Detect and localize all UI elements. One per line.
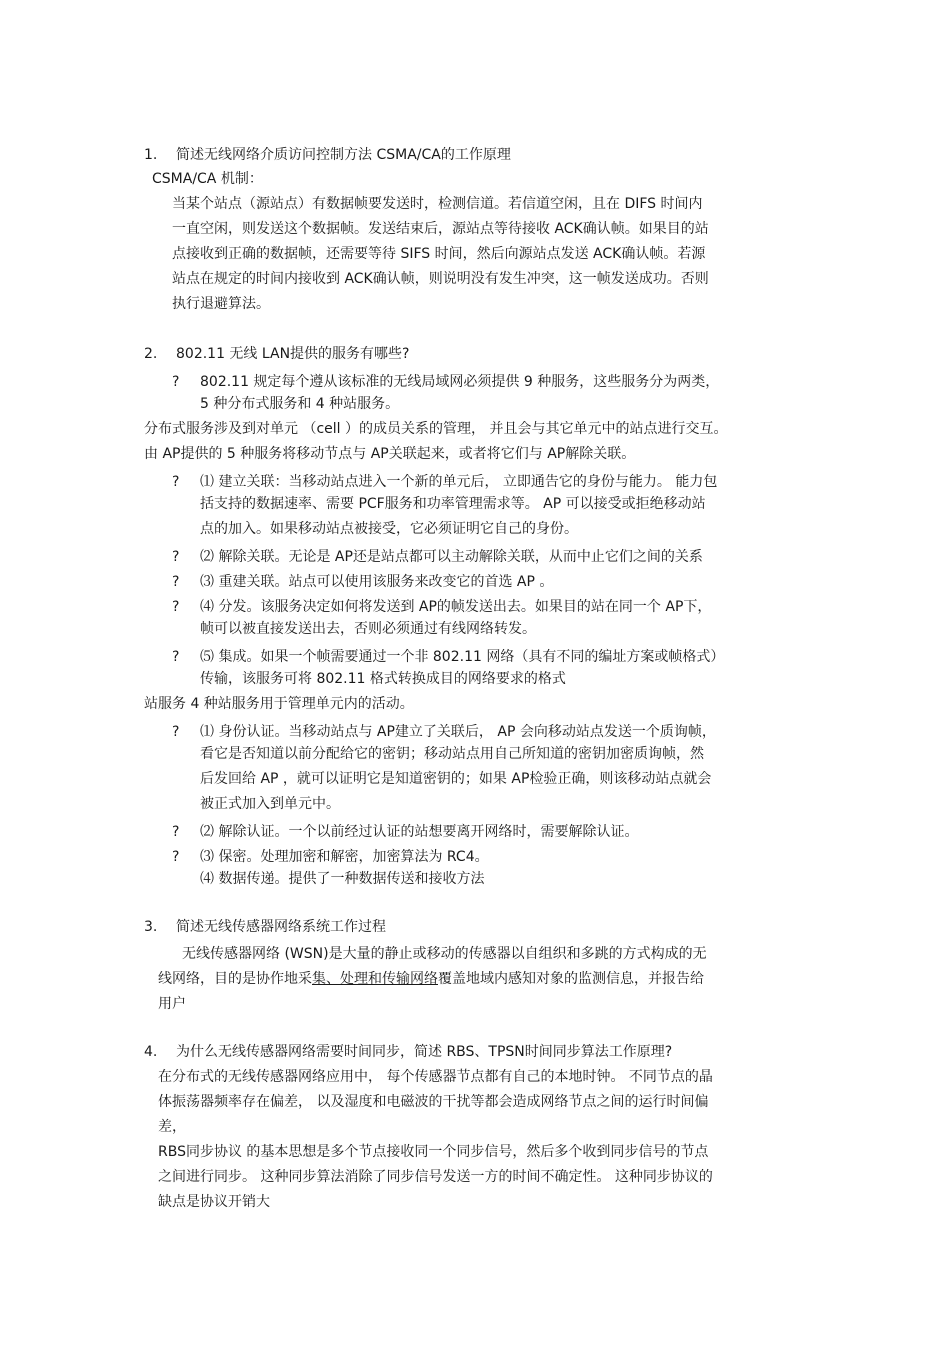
section-2-line: ⑵ 解除关联。无论是 AP还是站点都可以主动解除关联，从而中止它们之间的关系 xyxy=(200,549,703,565)
section-2-line: ⑶ 保密。处理加密和解密，加密算法为 RC4。 xyxy=(200,849,489,865)
bullet-marker: ? xyxy=(172,574,180,590)
section-2-line: 传输，该服务可将 802.11 格式转换成目的网络要求的格式 xyxy=(200,671,566,687)
bullet-marker: ? xyxy=(172,824,180,840)
section-2-line: 被正式加入到单元中。 xyxy=(200,796,340,812)
section-4-line: 体振荡器频率存在偏差， 以及湿度和电磁波的干扰等都会造成网络节点之间的运行时间偏 xyxy=(158,1094,709,1110)
section-2-line: ⑵ 解除认证。一个以前经过认证的站想要离开网络时，需要解除认证。 xyxy=(200,824,639,840)
bullet-marker: ? xyxy=(172,724,180,740)
section-4-title: 为什么无线传感器网络需要时间同步，简述 RBS、TPSN时间同步算法工作原理? xyxy=(176,1044,673,1060)
section-4-number: 4. xyxy=(144,1044,158,1060)
section-2-line: ⑷ 数据传递。提供了一种数据传送和接收方法 xyxy=(200,871,485,887)
section-4-line: 缺点是协议开销大 xyxy=(158,1194,270,1210)
section-3-title: 简述无线传感器网络系统工作过程 xyxy=(176,919,386,935)
section-2-line: 看它是否知道以前分配给它的密钥；移动站点用自己所知道的密钥加密质询帧，然 xyxy=(200,746,704,762)
section-2-line: ⑴ 建立关联：当移动站点进入一个新的单元后， 立即通告它的身份与能力。 能力包 xyxy=(200,474,718,490)
section-2-line: 由 AP提供的 5 种服务将移动节点与 AP关联起来，或者将它们与 AP解除关联。 xyxy=(144,446,636,462)
section-3-line: 无线传感器网络 (WSN)是大量的静止或移动的传感器以自组织和多跳的方式构成的无 xyxy=(182,946,707,962)
section-3-number: 3. xyxy=(144,919,158,935)
section-2-line: 5 种分布式服务和 4 种站服务。 xyxy=(200,396,400,412)
bullet-marker: ? xyxy=(172,374,180,390)
section-4-line: 之间进行同步。 这种同步算法消除了同步信号发送一方的时间不确定性。 这种同步协议的 xyxy=(158,1169,713,1185)
bullet-marker: ? xyxy=(172,849,180,865)
bullet-marker: ? xyxy=(172,474,180,490)
section-2-line: 括支持的数据速率、需要 PCF服务和功率管理需求等。 AP 可以接受或拒绝移动站 xyxy=(200,496,706,512)
section-2-number: 2. xyxy=(144,346,158,362)
section-2-line: 帧可以被直接发送出去，否则必须通过有线网络转发。 xyxy=(200,621,536,637)
section-2-line: 后发回给 AP ，就可以证明它是知道密钥的；如果 AP检验正确，则该移动站点就会 xyxy=(200,771,712,787)
section-2-line: ⑸ 集成。如果一个帧需要通过一个非 802.11 网络（具有不同的编址方案或帧格式） xyxy=(200,649,725,665)
section-1-line: CSMA/CA 机制： xyxy=(152,171,263,187)
section-1-line: 站点在规定的时间内接收到 ACK确认帧，则说明没有发生冲突，这一帧发送成功。否则 xyxy=(172,271,709,287)
section-1-line: 当某个站点（源站点）有数据帧要发送时，检测信道。若信道空闲，且在 DIFS 时间内 xyxy=(172,196,703,212)
section-1-line: 一直空闲，则发送这个数据帧。发送结束后，源站点等待接收 ACK确认帧。如果目的站 xyxy=(172,221,709,237)
section-3-text: 覆盖地域内感知对象的监测信息，并报告给 xyxy=(438,971,704,987)
section-1-number: 1. xyxy=(144,147,158,163)
section-2-line: 点的加入。如果移动站点被接受，它必须证明它自己的身份。 xyxy=(200,521,578,537)
section-3-text: 线网络，目的是协作地采 xyxy=(158,971,312,987)
bullet-marker: ? xyxy=(172,549,180,565)
section-2-line: ⑴ 身份认证。当移动站点与 AP建立了关联后， AP 会向移动站点发送一个质询帧， xyxy=(200,724,716,740)
section-3-line: 用户 xyxy=(158,996,186,1012)
section-4-line: 在分布式的无线传感器网络应用中， 每个传感器节点都有自己的本地时钟。 不同节点的晶 xyxy=(158,1069,713,1085)
section-2-line: ⑶ 重建关联。站点可以使用该服务来改变它的首选 AP 。 xyxy=(200,574,554,590)
bullet-marker: ? xyxy=(172,599,180,615)
section-1-line: 执行退避算法。 xyxy=(172,296,270,312)
section-2-line: 802.11 规定每个遵从该标准的无线局域网必须提供 9 种服务，这些服务分为两类， xyxy=(200,374,720,390)
section-3-line-group xyxy=(158,970,704,988)
section-3-underlined-text: 集、处理和传输网络 xyxy=(312,971,438,987)
section-2-line: ⑷ 分发。该服务决定如何将发送到 AP的帧发送出去。如果目的站在同一个 AP下， xyxy=(200,599,712,615)
section-1-title: 简述无线网络介质访问控制方法 CSMA/CA的工作原理 xyxy=(176,147,511,163)
bullet-marker: ? xyxy=(172,649,180,665)
section-2-line: 站服务 4 种站服务用于管理单元内的活动。 xyxy=(144,696,414,712)
section-2-title: 802.11 无线 LAN提供的服务有哪些? xyxy=(176,346,410,362)
section-4-line: RBS同步协议 的基本思想是多个节点接收同一个同步信号，然后多个收到同步信号的节点 xyxy=(158,1144,709,1160)
section-2-line: 分布式服务涉及到对单元 （cell ）的成员关系的管理， 并且会与其它单元中的站点进行交互。 xyxy=(144,421,728,437)
section-4-line: 差， xyxy=(158,1119,186,1135)
section-1-line: 点接收到正确的数据帧，还需要等待 SIFS 时间，然后向源站点发送 ACK确认帧。若源 xyxy=(172,246,706,262)
